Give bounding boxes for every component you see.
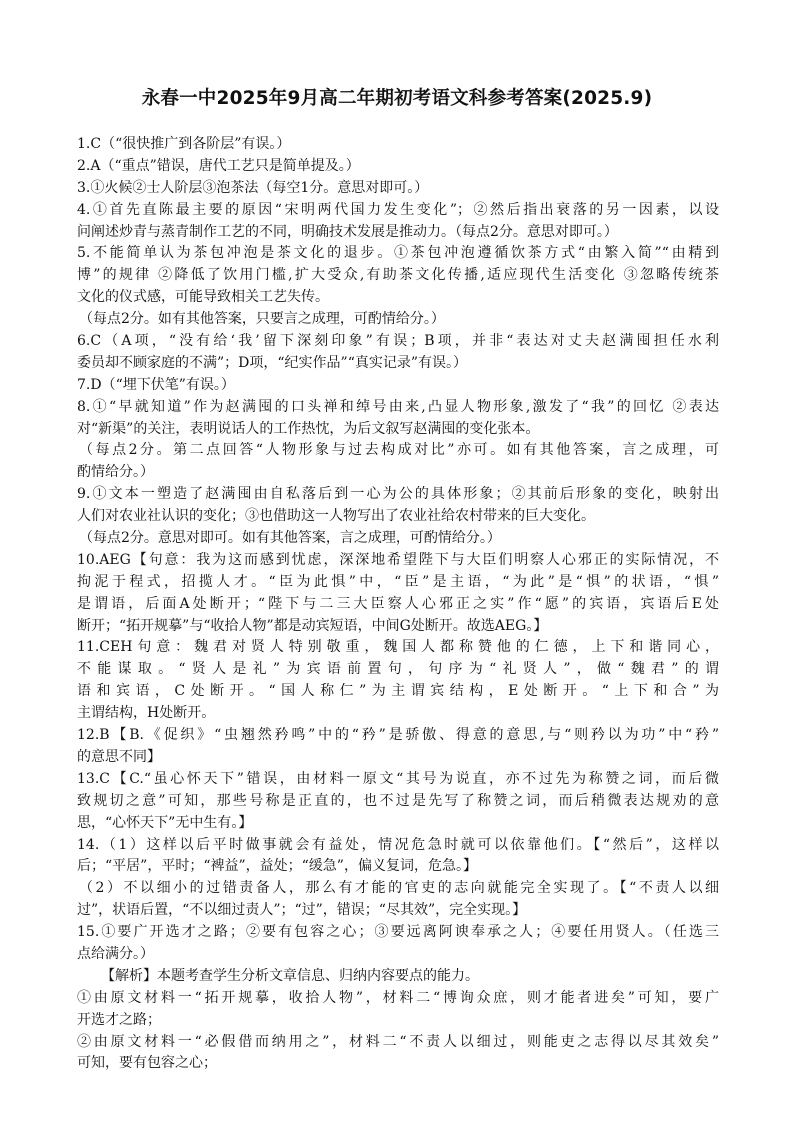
answer-line: 9.①文本一塑造了赵满囤由自私落后到一心为公的具体形象；②其前后形象的变化，映射出 [77,486,719,503]
answer-line: 12.B【B.《促织》“虫翘然矜鸣”中的“矜”是骄傲、得意的意思,与“则矜以为功”中“矜” [77,727,719,744]
answer-line: 的意思不同】 [77,748,161,765]
answer-line: 10.AEG【句意：我为这而感到忧虑，深深地希望陛下与大臣们明察人心邪正的实际情况，不 [77,551,719,568]
answer-line: 人们对农业社认识的变化；③也借助这一人物写出了农业社给农村带来的巨大变化。 [77,508,595,525]
answer-line: 2.A（“重点”错误，唐代工艺只是简单提及。） [77,157,360,174]
answer-line: （每点2分。如有其他答案，只要言之成理，可酌情给分。） [79,311,445,328]
answer-line: 11.CEH句意：魏君对贤人特别敬重，魏国人都称赞他的仁德，上下和谐同心， [77,639,719,656]
answer-line: 是谓语，后面A处断开；“陛下与二三大臣察人心邪正之实”作“愿”的宾语，宾语后E处 [77,595,719,612]
answer-line: 思，“心怀天下”无中生有。】 [77,814,253,831]
answer-line: 8.①“早就知道”作为赵满囤的口头禅和绰号由来,凸显人物形象,激发了“我”的回忆 ②表达 [77,398,719,415]
answer-line: 致规切之意”可知，那些号称是正直的，也不过是先写了称赞之词，而后稍微表达规劝的意 [77,792,719,809]
answer-line: ②由原文材料一“必假借而纳用之”，材料二“不责人以细过，则能吏之志得以尽其效矣” [77,1033,719,1050]
answer-content [77,134,719,1075]
answer-line: 拘泥于程式，招揽人才。“臣为此惧”中，“臣”是主语，“为此”是“惧”的状语，“惧” [77,573,719,590]
answer-line: 开选才之路； [77,1011,161,1028]
answer-line: 15.①要广开选才之路；②要有包容之心；③要远离阿谀奉承之人；④要任用贤人。（任选三 [77,924,719,941]
answer-line: （每点2分。第二点回答“人物形象与过去构成对比”亦可。如有其他答案，言之成理，可 [79,442,719,459]
answer-line: 文化的仪式感，可能导致相关工艺失传。 [77,289,329,306]
answer-line: 不能谋取。“贤人是礼”为宾语前置句，句序为“礼贤人”，做“魏君”的谓 [77,661,719,678]
answer-line: 1.C（“很快推广到各阶层”有误。） [77,136,291,152]
answer-line: 语和宾语，C处断开。“国人称仁”为主谓宾结构，E处断开。“上下和合”为 [77,683,719,700]
answer-line: 后；“平居”，平时；“裨益”，益处；“缓急”，偏义复词，危急。】 [77,858,477,875]
answer-line: （每点2分。意思对即可。如有其他答案，言之成理，可酌情给分。） [79,530,501,547]
answer-line: 点给满分。） [77,945,154,962]
answer-line: 对“新渠”的关注，表明说话人的工作热忱，为后文叙写赵满囤的变化张本。 [77,420,540,437]
answer-line: 7.D（“埋下伏笔”有误。） [77,376,235,393]
answer-line: 4.①首先直陈最主要的原因“宋明两代国力发生变化”；②然后指出衰落的另一因素，以设 [77,201,719,218]
answer-line: 委员却不顾家庭的不满”；D项，“纪实作品”“真实记录”有误。） [77,354,468,371]
answer-line: （2）不以细小的过错责备人，那么有才能的官吏的志向就能完全实现了。【“不责人以细 [79,880,719,897]
answer-line: 断开；“拓开规摹”与“收拾人物”都是动宾短语，中间G处断开。故选AEG。】 [77,617,548,634]
answer-line: 【解析】本题考查学生分析文章信息、归纳内容要点的能力。 [101,967,479,984]
answer-line: 酌情给分。） [77,464,154,481]
answer-line: 可知，要有包容之心； [77,1055,217,1072]
answer-line: ①由原文材料一“拓开规摹，收拾人物”，材料二“博询众庶，则才能者进矣”可知，要广 [77,989,719,1006]
answer-line: 博”的规律 ②降低了饮用门槛,扩大受众,有助茶文化传播,适应现代生活变化 ③忽略传统茶 [77,267,719,284]
answer-line: 13.C【C.“虽心怀天下”错误，由材料一原文“其号为说直，亦不过先为称赞之词，而后微 [77,770,719,787]
answer-line: 14.（1）这样以后平时做事就会有益处，情况危急时就可以依靠他们。【“然后”，这样以 [77,836,719,853]
answer-line: 主谓结构，H处断开。 [77,705,216,722]
answer-line: 3.①火候②士人阶层③泡茶法（每空1分。意思对即可。） [77,179,429,196]
answer-line: 5.不能简单认为茶包冲泡是茶文化的退步。①茶包冲泡遵循饮茶方式“由繁入简”“由精到 [77,245,719,262]
answer-line: 问阐述炒青与蒸青制作工艺的不同，明确技术发展是推动力。（每点2分。意思对即可。） [77,223,618,240]
answer-line: 6.C（A项，“没有给‘我’留下深刻印象”有误；B项，并非“表达对丈夫赵满囤担任水利 [77,333,719,350]
answer-line: 过”，状语后置，“不以细过责人”；“过”，错误；“尽其效”，完全实现。】 [77,902,527,919]
document-title: 永春一中2025年9月高二年期初考语文科参考答案(2025.9) [141,88,653,109]
